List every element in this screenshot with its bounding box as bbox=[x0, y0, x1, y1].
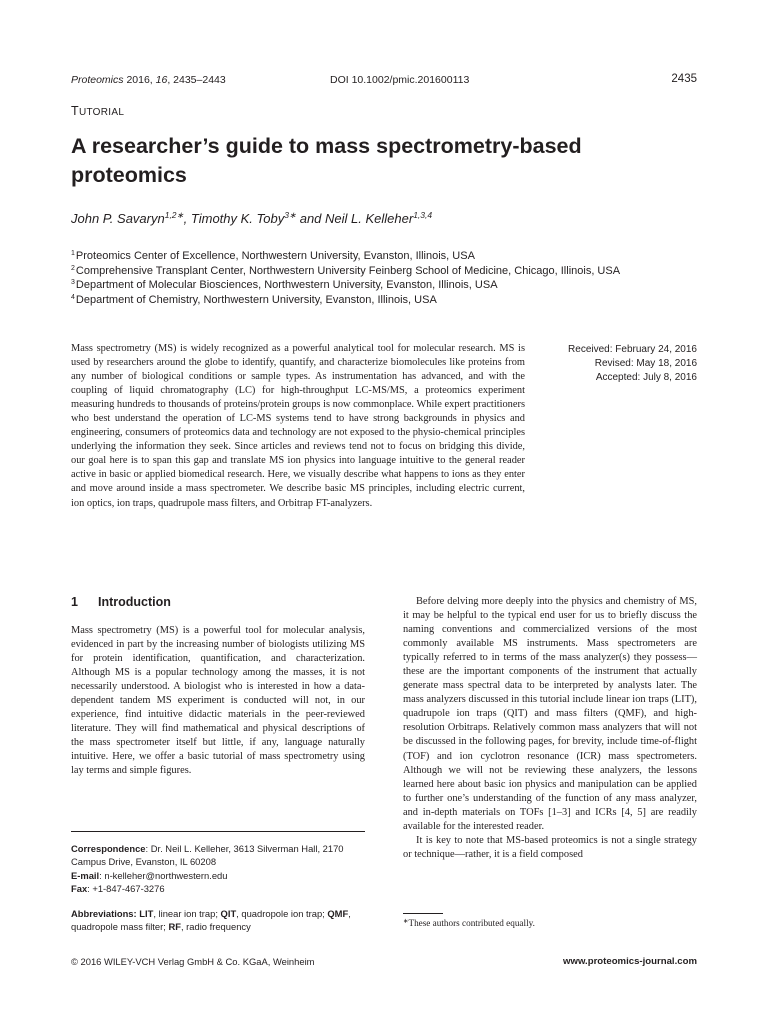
correspondence-divider bbox=[71, 831, 365, 832]
email-link[interactable]: : n-kelleher@northwestern.edu bbox=[99, 869, 228, 881]
author-affiliation-mark: 1,2∗ bbox=[164, 210, 184, 220]
fax-number: : +1-847-467-3276 bbox=[87, 883, 165, 895]
affiliation-text: Department of Chemistry, Northwestern University, Evanston, Illinois, USA bbox=[75, 293, 437, 306]
author-name: Neil L. Kelleher bbox=[325, 211, 414, 226]
section-number: 1 bbox=[71, 595, 78, 609]
article-dates bbox=[540, 343, 697, 385]
affiliation bbox=[71, 278, 620, 293]
abbreviations-label: Abbreviations: bbox=[71, 908, 137, 919]
author-separator: , bbox=[183, 211, 191, 226]
abbreviations-block bbox=[71, 907, 371, 934]
author-affiliation-mark: 3∗ bbox=[284, 210, 297, 220]
abbreviation: QIT bbox=[220, 908, 237, 919]
abbreviation: QMF bbox=[327, 908, 349, 919]
doi[interactable]: DOI 10.1002/pmic.201600113 bbox=[330, 74, 470, 86]
affiliation bbox=[71, 249, 620, 264]
accepted-date: Accepted: July 8, 2016 bbox=[595, 372, 697, 383]
author-list bbox=[71, 211, 432, 226]
article-type-rest: UTORIAL bbox=[78, 107, 125, 118]
intro-paragraph: It is key to note that MS-based proteomics is not a single strategy or technique—rather, it is a field composed bbox=[403, 834, 697, 860]
intro-paragraph: Before delving more deeply into the physics and chemistry of MS, it may be helpful to the typical end user for us to briefly discuss the naming conventions and commercialized versions of the most commonly available MS instruments. Mass spectrometers are typically referred to in terms of the mass analyzer(s) they possess—these are the important components of the instrument that actually generate mass spectral data to be interpreted by analysts later. The mass analyzers discussed in this tutorial include linear ion traps (LIT), quadrupole ion traps (QIT) and mass filters (QMF), and high-resolution Orbitraps. Relatively common mass analyzers that will not be discussed in the following pages, for brevity, include time-of-flight (TOF) and ion cyclotron resonance (ICR) mass spectrometers. Although we will not be reviewing these analyzers, the lessons learned here about basic ion physics and manipulation can be applied to further one’s understanding of the function of any mass analyzer, and in-depth materials on TOFs [1–3] and ICRs [4, 5] are readily available for the interested reader. bbox=[403, 596, 697, 832]
article-type-initial: T bbox=[71, 104, 79, 118]
author-name: John P. Savaryn bbox=[71, 211, 165, 226]
journal-volume: 16 bbox=[155, 74, 168, 86]
correspondence-text: : Dr. Neil L. Kelleher, 3613 Silverman Hall, 2170 Campus Drive, Evanston, IL 60208 bbox=[71, 843, 344, 868]
correspondence-email bbox=[71, 869, 371, 882]
affiliation-number: 2 bbox=[71, 264, 75, 272]
journal-name: Proteomics bbox=[71, 74, 124, 86]
affiliation bbox=[71, 264, 620, 279]
affiliation bbox=[71, 293, 620, 308]
abbreviation-definition: , quadropole mass filter; bbox=[71, 908, 351, 933]
affiliation-list bbox=[71, 249, 620, 307]
affiliation-text: Department of Molecular Biosciences, Northwestern University, Evanston, Illinois, USA bbox=[75, 279, 498, 292]
author-name: Timothy K. Toby bbox=[190, 211, 285, 226]
abstract: Mass spectrometry (MS) is widely recognized as a powerful analytical tool for molecular research. MS is used by researchers around the globe to identify, quantify, and characterize biomolecules like proteins from any number of biological conditions or sample types. As instrumentation has advanced, and with the coupling of liquid chromatography (LC) for high-throughput LC-MS/MS, a proteomics experiment measuring hundreds to thousands of proteins/protein groups is now commonplace. While expert practitioners who best understand the operation of LC-MS systems tend to have strong backgrounds in physics and engineering, consumers of proteomics data and technology are not exposed to the physio-chemical principles underlying the information they seek. Since articles and reviews tend not to focus on bridging this divide, our goal here is to span this gap and translate MS ion physics into language intuitive to the general reader active in basic or applied biomedical research. Here, we visually describe what happens to ions as they enter and move around inside a mass spectrometer. We describe basic MS principles, including electric current, ion optics, ion traps, quadrupole mass filters, and Orbitrap FT-analyzers. bbox=[71, 343, 525, 509]
footnote-text: These authors contributed equally. bbox=[408, 918, 535, 928]
abbreviation-definition: , radio frequency bbox=[180, 921, 251, 933]
footnote-mark: ∗ bbox=[403, 918, 409, 925]
author-affiliation-mark: 1,3,4 bbox=[413, 210, 433, 220]
abbreviation: LIT bbox=[139, 908, 154, 919]
section-heading bbox=[71, 595, 171, 609]
article-type bbox=[71, 104, 124, 118]
footnote bbox=[403, 918, 535, 928]
journal-website-link[interactable]: www.proteomics-journal.com bbox=[563, 956, 697, 967]
section-title: Introduction bbox=[98, 595, 171, 609]
journal-year: 2016, bbox=[126, 74, 153, 86]
correspondence-label: Correspondence bbox=[71, 843, 146, 854]
intro-paragraph-left: Mass spectrometry (MS) is a powerful tool for molecular analysis, evidenced in part by the increasing number of biologists utilizing MS for protein identification, quantification, and characterization. Although MS is a popular technology among the masses, it is not necessarily understood. A biologist who is interested in how a data-dependent tandem MS experiment is conducted will not, in our experience, find intuitive didactic materials in the peer-reviewed literature. They will find mathematical and physical descriptions of the mass spectrometer itself but little, if any, language naturally intuitive. Here, we offer a basic tutorial of mass spectrometry using lay terms and simple figures. bbox=[71, 625, 365, 777]
intro-column-right bbox=[403, 595, 697, 862]
author-separator: and bbox=[296, 211, 326, 226]
affiliation-number: 1 bbox=[71, 250, 75, 257]
paper-title: A researcher’s guide to mass spectrometry-based proteomics bbox=[71, 134, 582, 187]
correspondence-fax bbox=[71, 882, 371, 895]
fax-label: Fax bbox=[71, 883, 88, 895]
page-number: 2435 bbox=[671, 73, 697, 85]
footnote-divider bbox=[403, 913, 443, 914]
affiliation-number: 3 bbox=[71, 279, 75, 287]
correspondence-block bbox=[71, 842, 371, 896]
abbreviation-definition: , quadropole ion trap; bbox=[236, 908, 328, 919]
correspondence-address bbox=[71, 842, 371, 869]
affiliation-number: 4 bbox=[71, 293, 75, 301]
revised-date: Revised: May 18, 2016 bbox=[594, 358, 697, 369]
received-date: Received: February 24, 2016 bbox=[568, 344, 697, 355]
affiliation-text: Comprehensive Transplant Center, Northwestern University Feinberg School of Medicine, Chicago, Illinois, USA bbox=[75, 264, 621, 277]
journal-citation bbox=[71, 74, 226, 86]
email-label: E-mail bbox=[71, 869, 100, 881]
journal-pages: , 2435–2443 bbox=[167, 74, 226, 86]
abbreviation-definition: , linear ion trap; bbox=[153, 908, 221, 919]
abbreviation: RF bbox=[168, 921, 181, 933]
copyright: © 2016 WILEY-VCH Verlag GmbH & Co. KGaA, Weinheim bbox=[71, 956, 315, 967]
affiliation-text: Proteomics Center of Excellence, Northwestern University, Evanston, Illinois, USA bbox=[75, 250, 475, 262]
